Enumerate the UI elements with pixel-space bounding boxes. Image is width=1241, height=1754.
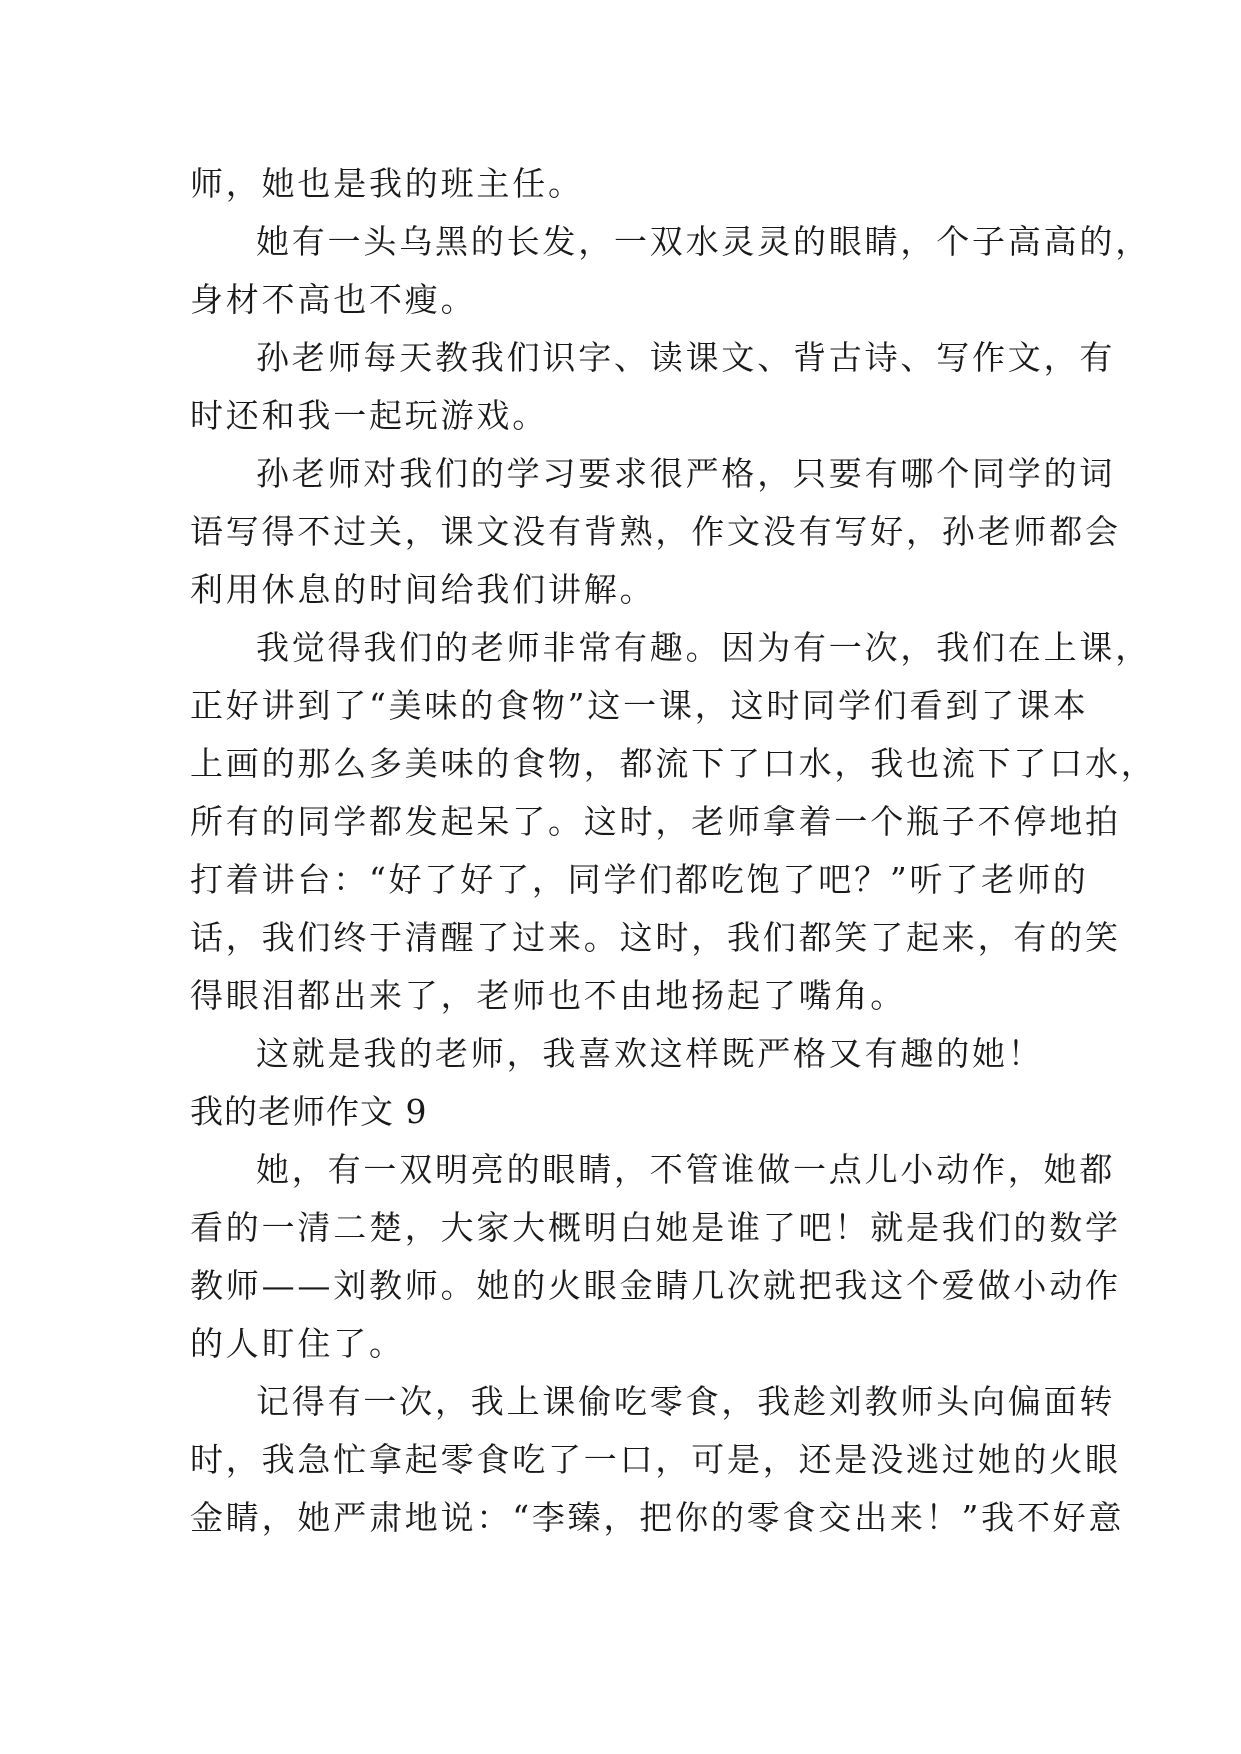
text-line: 时，我急忙拿起零食吃了一口，可是，还是没逃过她的火眼 (190, 1440, 1121, 1479)
text-line: 金睛，她严肃地说：“李臻，把你的零食交出来！”我不好意 (190, 1498, 1125, 1537)
text-line: 上画的那么多美味的食物，都流下了口水，我也流下了口水， (190, 744, 1157, 783)
text-line: 师，她也是我的班主任。 (190, 164, 584, 203)
text-line: 语写得不过关，课文没有背熟，作文没有写好，孙老师都会 (190, 512, 1121, 551)
text-line: 身材不高也不瘦。 (190, 280, 477, 319)
text-line: 记得有一次，我上课偷吃零食，我趁刘教师头向偏面转 (256, 1382, 1116, 1421)
text-line: 她，有一双明亮的眼睛，不管谁做一点儿小动作，她都 (256, 1150, 1116, 1189)
text-line: 孙老师每天教我们识字、读课文、背古诗、写作文，有 (256, 338, 1116, 377)
text-line: 这就是我的老师，我喜欢这样既严格又有趣的她！ (256, 1034, 1044, 1073)
text-line: 教师——刘教师。她的火眼金睛几次就把我这个爱做小动作 (190, 1266, 1121, 1305)
text-line: 时还和我一起玩游戏。 (190, 396, 548, 435)
text-line: 孙老师对我们的学习要求很严格，只要有哪个同学的词 (256, 454, 1116, 493)
text-line: 得眼泪都出来了，老师也不由地扬起了嘴角。 (190, 976, 906, 1015)
text-line: 的人盯住了。 (190, 1324, 405, 1363)
text-line: 我觉得我们的老师非常有趣。因为有一次，我们在上课， (256, 628, 1151, 667)
text-line: 她有一头乌黑的长发，一双水灵灵的眼睛，个子高高的， (256, 222, 1151, 261)
section-heading: 我的老师作文 9 (190, 1092, 428, 1131)
text-line: 话，我们终于清醒了过来。这时，我们都笑了起来，有的笑 (190, 918, 1121, 957)
text-line: 利用休息的时间给我们讲解。 (190, 570, 656, 609)
text-line: 看的一清二楚，大家大概明白她是谁了吧！就是我们的数学 (190, 1208, 1121, 1247)
text-line: 正好讲到了“美味的食物”这一课，这时同学们看到了课本 (190, 686, 1089, 725)
text-line: 所有的同学都发起呆了。这时，老师拿着一个瓶子不停地拍 (190, 802, 1121, 841)
text-line: 打着讲台：“好了好了，同学们都吃饱了吧？”听了老师的 (190, 860, 1089, 899)
document-body (190, 155, 1157, 1547)
